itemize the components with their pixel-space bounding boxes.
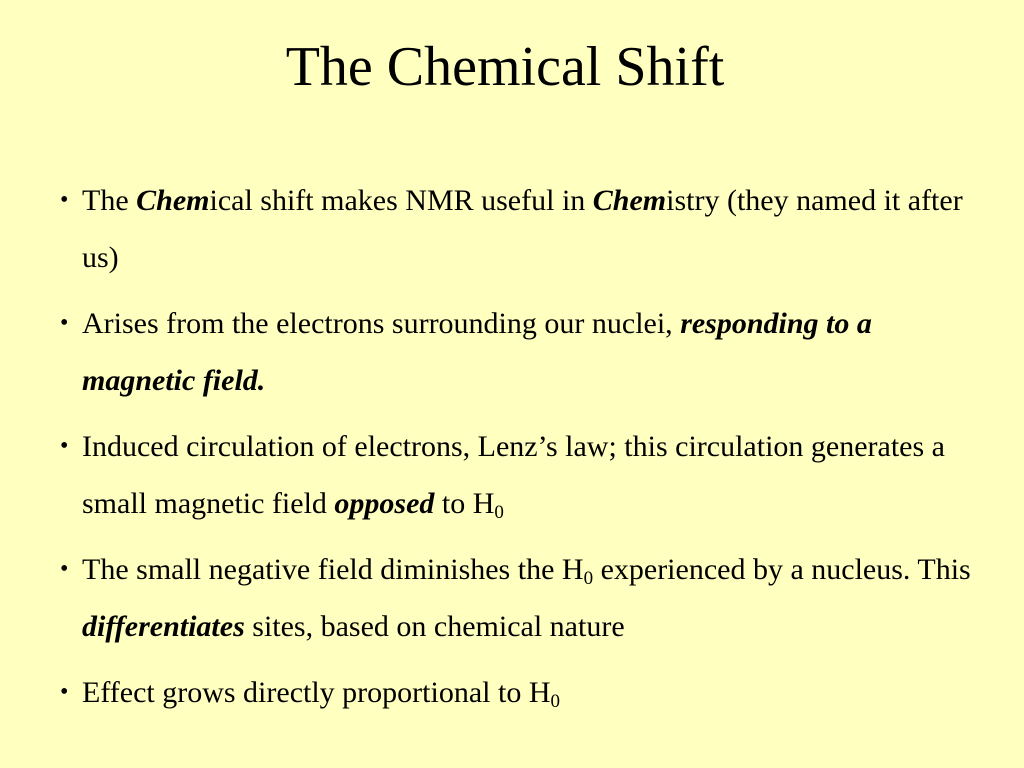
bullet-marker: • <box>60 187 69 213</box>
bullet-text: experienced by a nucleus. This <box>593 553 971 586</box>
subscript-zero: 0 <box>583 568 594 589</box>
emphasis-text: differentiates <box>82 610 245 643</box>
bullet-marker: • <box>60 433 69 459</box>
bullet-item <box>58 172 978 286</box>
bullet-text: Effect grows directly proportional to H <box>82 676 551 709</box>
slide-title: The Chemical Shift <box>285 36 725 98</box>
bullet-text: sites, based on chemical nature <box>244 610 625 643</box>
bullet-text: ical shift makes NMR useful in <box>209 184 593 217</box>
emphasis-text: Chem <box>592 184 667 217</box>
bullet-text: Arises from the electrons surrounding our nuclei, <box>82 307 681 340</box>
emphasis-text: Chem <box>136 184 210 217</box>
bullet-item <box>58 295 978 409</box>
bullet-item <box>58 418 978 532</box>
subscript-zero: 0 <box>494 502 504 523</box>
emphasis-text: responding to a magnetic field. <box>82 307 872 397</box>
emphasis-text: opposed <box>334 487 435 520</box>
bullet-marker: • <box>60 679 69 705</box>
bullet-item <box>58 541 978 655</box>
bullet-text: The small negative field diminishes the H <box>82 553 584 586</box>
bullet-text: to H <box>434 487 495 520</box>
bullet-marker: • <box>60 310 69 336</box>
bullet-list <box>58 172 978 730</box>
subscript-zero: 0 <box>550 691 560 712</box>
bullet-text: istry (they named it after us) <box>82 184 963 274</box>
bullet-text: Induced circulation of electrons, Lenz’s law; this circulation generates a small magnetic field <box>82 430 945 520</box>
bullet-marker: • <box>60 556 69 582</box>
bullet-text: The <box>82 184 137 217</box>
bullet-item <box>58 664 978 721</box>
